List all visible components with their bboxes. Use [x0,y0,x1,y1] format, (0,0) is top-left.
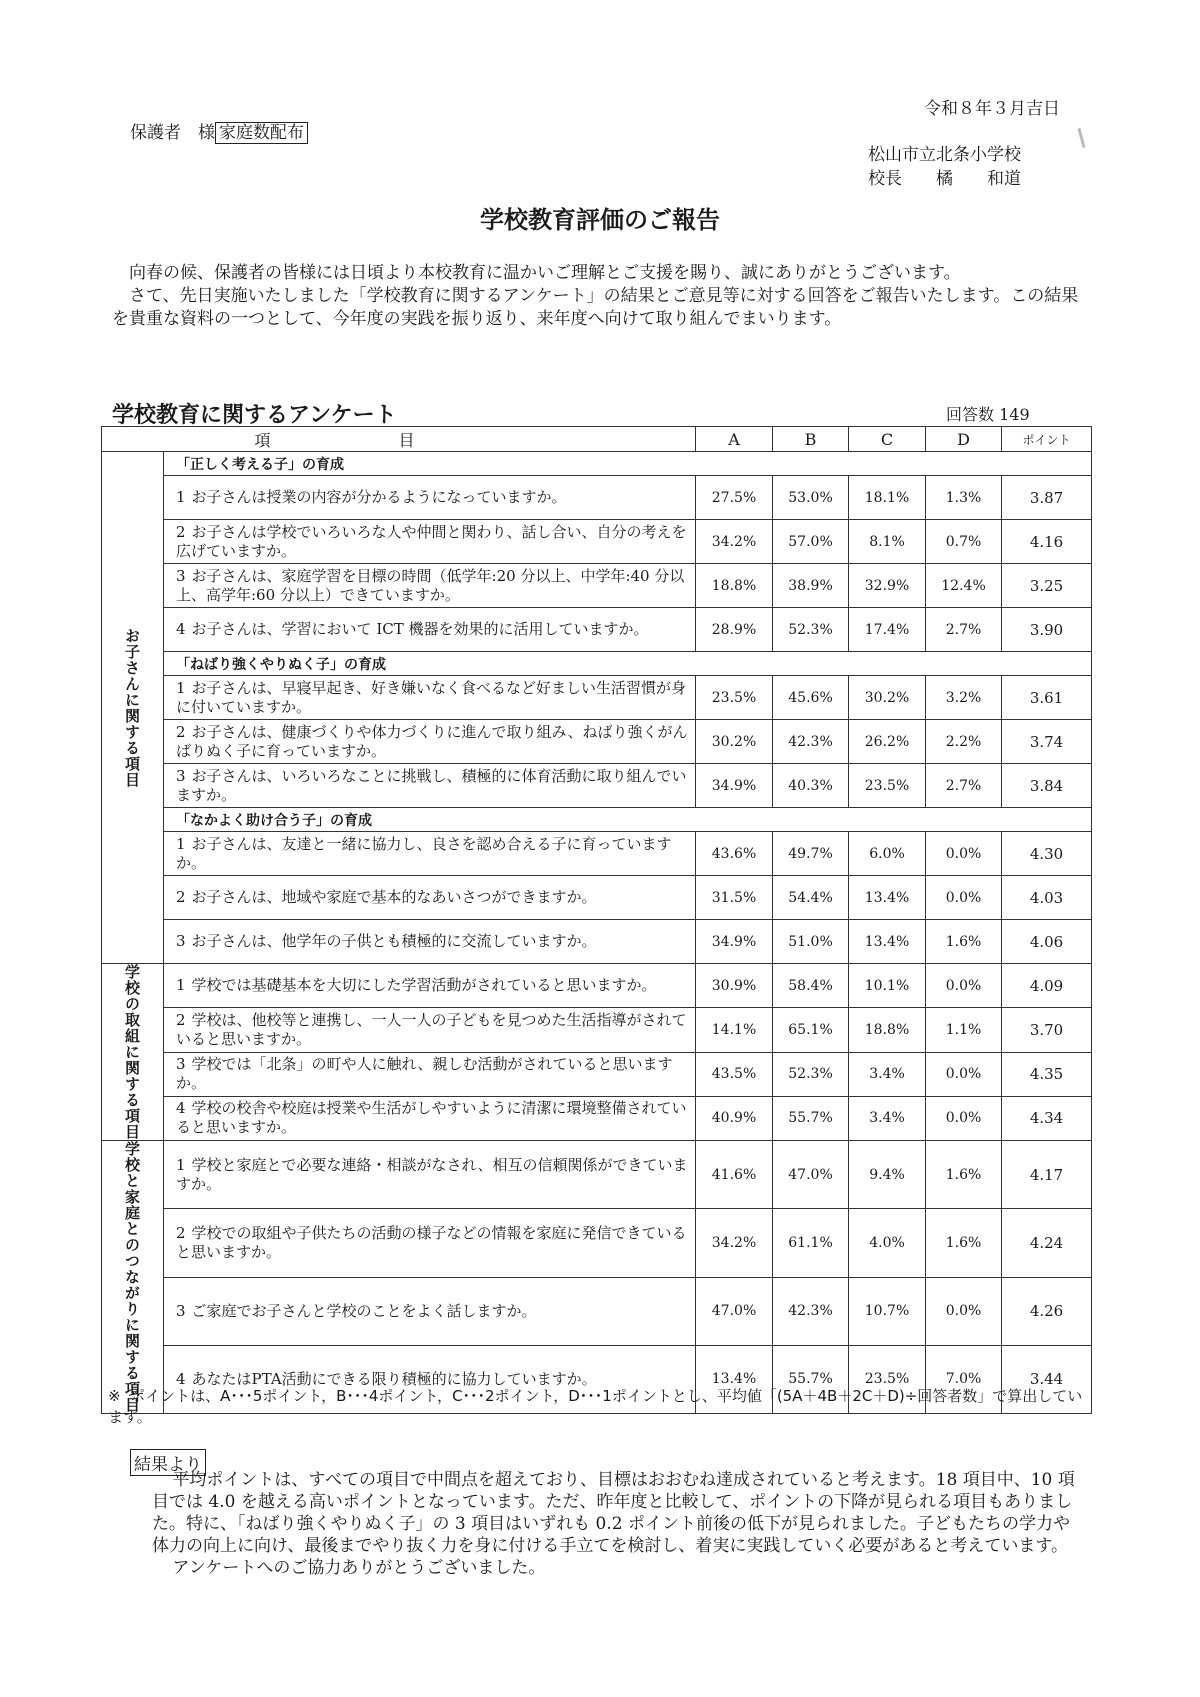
sender-block [868,143,1021,191]
rate-a-cell: 30.9% [696,964,773,1008]
question-cell [164,564,696,608]
rate-a-cell: 13.4% [696,1345,773,1413]
rate-d-cell: 3.2% [926,676,1002,720]
rate-b-cell: 40.3% [773,764,849,808]
point-cell: 4.30 [1002,832,1092,876]
rate-b-cell: 58.4% [773,964,849,1008]
table-row [102,832,1092,876]
question-number: 2 [176,722,186,741]
rate-b-cell: 61.1% [773,1209,849,1277]
table-row [102,1209,1092,1277]
question-cell [164,832,696,876]
result-paragraph: 平均ポイントは、すべての項目で中間点を超えており、目標はおおむね達成されていると考えます。18 項目中、10 項目では 4.0 を越える高いポイントとなっています。ただ、昨年度と比較して、ポイントの下降が見られる項目もありました。特に、「ねばり強くやりぬく子」の 3 項目はいずれも 0.2 ポイント前後の低下が見られました。子どもたちの学力や体力の向上に向け、最後までやり抜く力を身に付ける手立てを検討し、着実に実践していく必要があると考えています。 [152,1470,1075,1556]
point-cell: 4.35 [1002,1052,1092,1096]
question-cell [164,1096,696,1140]
rate-c-cell: 18.8% [849,1008,926,1052]
group-title: 「正しく考える子」の育成 [164,452,1092,476]
point-cell: 4.16 [1002,520,1092,564]
group-title: 「なかよく助け合う子」の育成 [164,808,1092,832]
rate-c-cell: 23.5% [849,1345,926,1413]
question-text: お子さんは、健康づくりや体力づくりに進んで取り組み、ねばり強くがんばりぬく子に育っていますか。 [176,722,688,760]
question-cell [164,1052,696,1096]
question-number: 1 [176,488,186,506]
rate-b-cell: 42.3% [773,720,849,764]
question-number: 4 [176,1099,186,1118]
question-text: お子さんは、いろいろなことに挑戦し、積極的に体育活動に取り組んでいますか。 [176,766,687,804]
question-cell [164,520,696,564]
question-number: 4 [176,620,186,638]
question-text: ご家庭でお子さんと学校のことをよく話しますか。 [191,1301,537,1320]
intro-paragraph: さて、先日実施いたしました「学校教育に関するアンケート」の結果とご意見等に対する回答をご報告いたします。この結果を貴重な資料の一つとして、今年度の実践を振り返り、来年度へ向けて取り組んでまいります。 [112,286,1079,329]
group-row [102,808,1092,832]
question-text: あなたはPTA活動にできる限り積極的に協力していますか。 [191,1369,597,1388]
rate-a-cell: 34.2% [696,520,773,564]
group-row [102,452,1092,476]
rate-d-cell: 1.1% [926,1008,1002,1052]
question-cell [164,720,696,764]
rate-d-cell: 1.6% [926,920,1002,964]
table-row [102,564,1092,608]
rate-b-cell: 49.7% [773,832,849,876]
rate-d-cell: 0.0% [926,964,1002,1008]
question-cell [164,920,696,964]
question-number: 1 [176,976,186,995]
rate-c-cell: 13.4% [849,920,926,964]
question-cell [164,1209,696,1277]
rate-c-cell: 23.5% [849,764,926,808]
distribution-box: 家庭数配布 [215,122,308,144]
rate-b-cell: 38.9% [773,564,849,608]
rate-d-cell: 2.7% [926,608,1002,652]
point-cell: 3.70 [1002,1008,1092,1052]
rate-d-cell: 1.3% [926,476,1002,520]
rate-c-cell: 6.0% [849,832,926,876]
rate-c-cell: 13.4% [849,876,926,920]
rate-d-cell: 1.6% [926,1141,1002,1209]
rate-b-cell: 52.3% [773,1052,849,1096]
rate-b-cell: 42.3% [773,1277,849,1345]
intro-text [112,262,1080,331]
rate-d-cell: 7.0% [926,1345,1002,1413]
rate-c-cell: 17.4% [849,608,926,652]
principal-name: 校長 橘 和道 [868,169,1021,189]
rate-c-cell: 10.7% [849,1277,926,1345]
table-header-row [102,427,1092,452]
point-cell: 3.44 [1002,1345,1092,1413]
rate-b-cell: 45.6% [773,676,849,720]
note-mark: ※ [108,1387,121,1405]
rate-c-cell: 8.1% [849,520,926,564]
question-number: 3 [176,1055,186,1074]
rate-b-cell: 54.4% [773,876,849,920]
question-text: お子さんは、他学年の子供とも積極的に交流していますか。 [191,932,597,950]
rate-d-cell: 12.4% [926,564,1002,608]
point-cell: 4.09 [1002,964,1092,1008]
group-title: 「ねばり強くやりぬく子」の育成 [164,652,1092,676]
table-row [102,920,1092,964]
rate-c-cell: 3.4% [849,1052,926,1096]
header-a: A [696,427,773,452]
question-number: 1 [176,678,186,697]
result-body [152,1469,1082,1579]
question-number: 3 [176,766,186,785]
group-row [102,652,1092,676]
rate-c-cell: 18.1% [849,476,926,520]
rate-a-cell: 23.5% [696,676,773,720]
point-cell: 4.24 [1002,1209,1092,1277]
rate-b-cell: 51.0% [773,920,849,964]
rate-a-cell: 34.9% [696,920,773,964]
rate-a-cell: 34.9% [696,764,773,808]
rate-a-cell: 28.9% [696,608,773,652]
question-number: 3 [176,1301,186,1320]
question-text: 学校は、他校等と連携し、一人一人の子どもを見つめた生活指導がされていると思いますか。 [176,1010,687,1048]
question-cell [164,1277,696,1345]
table-row [102,608,1092,652]
rate-a-cell: 14.1% [696,1008,773,1052]
table-row [102,1277,1092,1345]
point-cell: 4.34 [1002,1096,1092,1140]
rate-d-cell: 0.7% [926,520,1002,564]
question-text: お子さんは、学習において ICT 機器を効果的に活用していますか。 [191,620,649,638]
table-row [102,720,1092,764]
rate-a-cell: 43.5% [696,1052,773,1096]
table-row [102,1008,1092,1052]
question-text: お子さんは、地域や家庭で基本的なあいさつができますか。 [191,888,597,906]
rate-c-cell: 10.1% [849,964,926,1008]
rate-c-cell: 9.4% [849,1141,926,1209]
rate-a-cell: 47.0% [696,1277,773,1345]
header-point: ポイント [1002,427,1092,452]
table-row [102,476,1092,520]
question-cell [164,1008,696,1052]
note-text: ポイントは、A･･･5ポイント，B･･･4ポイント，C･･･2ポイント，D･･･1ポイントとし、平均値「(5A＋4B＋2C＋D)÷回答者数」で算出しています。 [108,1387,1083,1426]
table-row [102,764,1092,808]
question-cell [164,608,696,652]
scan-mark [1077,128,1085,148]
question-cell [164,764,696,808]
question-number: 1 [176,1155,186,1174]
rate-d-cell: 2.2% [926,720,1002,764]
header-c: C [849,427,926,452]
response-count: 回答数 149 [946,405,1030,424]
question-text: お子さんは授業の内容が分かるようになっていますか。 [191,488,567,506]
rate-b-cell: 55.7% [773,1096,849,1140]
rate-b-cell: 55.7% [773,1345,849,1413]
rate-b-cell: 52.3% [773,608,849,652]
rate-c-cell: 32.9% [849,564,926,608]
survey-title: 学校教育に関するアンケート [112,403,397,428]
table-row [102,964,1092,1008]
header-b: B [773,427,849,452]
rate-a-cell: 34.2% [696,1209,773,1277]
point-cell: 3.25 [1002,564,1092,608]
question-number: 2 [176,888,186,906]
question-number: 3 [176,566,186,585]
intro-paragraph: 向春の候、保護者の皆様には日頃より本校教育に温かいご理解とご支援を賜り、誠にありがとうございます。 [129,263,961,283]
rate-a-cell: 43.6% [696,832,773,876]
point-cell: 3.61 [1002,676,1092,720]
rate-a-cell: 30.2% [696,720,773,764]
question-number: 2 [176,1223,186,1242]
question-text: 学校では「北条」の町や人に触れ、親しむ活動がされていると思いますか。 [176,1055,673,1093]
recipient [130,118,308,143]
question-number: 2 [176,1010,186,1029]
rate-b-cell: 53.0% [773,476,849,520]
rate-d-cell: 0.0% [926,1277,1002,1345]
question-text: お子さんは、家庭学習を目標の時間（低学年:20 分以上、中学年:40 分以上、高学年:60 分以上）できていますか。 [176,566,685,604]
question-cell [164,876,696,920]
rate-b-cell: 47.0% [773,1141,849,1209]
table-row [102,1141,1092,1209]
footnote [108,1386,1088,1428]
rate-a-cell: 31.5% [696,876,773,920]
category-label: 学校の取組に関する項目 [102,964,164,1141]
rate-b-cell: 65.1% [773,1008,849,1052]
rate-d-cell: 0.0% [926,1052,1002,1096]
table-row [102,1052,1092,1096]
result-paragraph: アンケートへのご協力ありがとうございました。 [172,1558,546,1578]
header-item: 項目 [102,427,696,452]
rate-d-cell: 0.0% [926,876,1002,920]
recipient-prefix: 保護者 様 [130,123,215,143]
rate-d-cell: 0.0% [926,1096,1002,1140]
question-text: お子さんは、早寝早起き、好き嫌いなく食べるなど好ましい生活習慣が身に付いていますか。 [176,678,686,716]
question-number: 3 [176,932,186,950]
table-row [102,676,1092,720]
document-title: 学校教育評価のご報告 [480,206,720,234]
rate-d-cell: 1.6% [926,1209,1002,1277]
rate-a-cell: 41.6% [696,1141,773,1209]
question-cell [164,676,696,720]
rate-b-cell: 57.0% [773,520,849,564]
point-cell: 4.06 [1002,920,1092,964]
point-cell: 4.03 [1002,876,1092,920]
category-label: お子さんに関する項目 [102,452,164,964]
question-text: 学校では基礎基本を大切にした学習活動がされていると思いますか。 [191,976,657,995]
rate-a-cell: 40.9% [696,1096,773,1140]
question-number: 2 [176,522,186,541]
rate-a-cell: 18.8% [696,564,773,608]
point-cell: 4.17 [1002,1141,1092,1209]
result-heading: 結果より [130,1449,206,1476]
survey-table [101,426,1092,1414]
question-cell [164,1141,696,1209]
rate-c-cell: 26.2% [849,720,926,764]
question-text: お子さんは学校でいろいろな人や仲間と関わり、話し合い、自分の考えを広げていますか。 [176,522,687,560]
category-label: 学校と家庭とのつながりに関する項目 [102,1141,164,1414]
issue-date: 令和８年３月吉日 [924,99,1060,119]
point-cell: 3.87 [1002,476,1092,520]
question-cell [164,476,696,520]
table-row [102,876,1092,920]
rate-d-cell: 2.7% [926,764,1002,808]
question-text: お子さんは、友達と一緒に協力し、良さを認め合える子に育っていますか。 [176,834,672,872]
point-cell: 3.84 [1002,764,1092,808]
point-cell: 4.26 [1002,1277,1092,1345]
point-cell: 3.74 [1002,720,1092,764]
rate-c-cell: 3.4% [849,1096,926,1140]
table-row [102,520,1092,564]
question-number: 4 [176,1369,186,1388]
question-text: 学校での取組や子供たちの活動の様子などの情報を家庭に発信できていると思いますか。 [176,1223,687,1261]
header-d: D [926,427,1002,452]
question-number: 1 [176,834,186,853]
rate-d-cell: 0.0% [926,832,1002,876]
question-text: 学校と家庭とで必要な連絡・相談がなされ、相互の信頼関係ができていますか。 [176,1155,688,1193]
point-cell: 3.90 [1002,608,1092,652]
question-text: 学校の校舎や校庭は授業や生活がしやすいように清潔に環境整備されていると思いますか。 [176,1099,687,1137]
rate-a-cell: 27.5% [696,476,773,520]
school-name: 松山市立北条小学校 [868,145,1021,165]
question-cell [164,964,696,1008]
rate-c-cell: 4.0% [849,1209,926,1277]
rate-c-cell: 30.2% [849,676,926,720]
table-row [102,1096,1092,1140]
